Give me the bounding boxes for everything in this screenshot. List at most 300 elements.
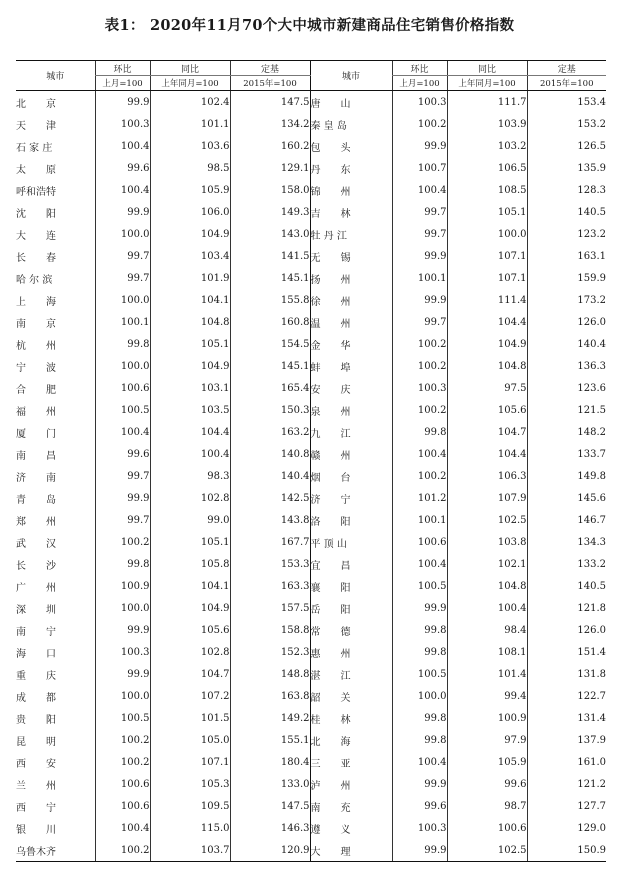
mom-cell-right: 99.8	[392, 729, 447, 751]
fixed-cell-left: 155.1	[230, 729, 310, 751]
city-cell-left: 北 京	[16, 98, 56, 110]
city-cell-left: 合 肥	[16, 384, 56, 396]
header-fixed-left: 定基	[230, 61, 310, 76]
city-cell-left: 乌鲁木齐	[16, 839, 95, 862]
city-cell-right: 丹 东	[310, 157, 392, 179]
city-cell-right: 湛 江	[310, 663, 392, 685]
fixed-cell-left: 133.0	[230, 773, 310, 795]
mom-cell-left: 100.6	[95, 377, 150, 399]
fixed-cell-right: 148.2	[527, 421, 606, 443]
table-row	[16, 399, 606, 421]
city-cell-right: 徐 州	[310, 289, 392, 311]
table-row	[16, 311, 606, 333]
yoy-cell-left: 107.1	[150, 751, 230, 773]
city-cell-right: 吉 林	[310, 201, 392, 223]
yoy-cell-right: 108.5	[447, 179, 527, 201]
header-fixed-sub-right: 2015年=100	[527, 76, 606, 91]
city-cell-right: 韶 关	[310, 685, 392, 707]
yoy-cell-right: 103.9	[447, 113, 527, 135]
table-row	[16, 377, 606, 399]
mom-cell-left: 100.2	[95, 751, 150, 773]
mom-cell-right: 100.3	[392, 91, 447, 114]
yoy-cell-left: 103.5	[150, 399, 230, 421]
mom-cell-left: 99.9	[95, 663, 150, 685]
fixed-cell-left: 129.1	[230, 157, 310, 179]
yoy-cell-left: 104.9	[150, 597, 230, 619]
fixed-cell-left: 163.3	[230, 575, 310, 597]
yoy-cell-right: 106.5	[447, 157, 527, 179]
mom-cell-right: 100.2	[392, 333, 447, 355]
fixed-cell-left: 160.2	[230, 135, 310, 157]
mom-cell-right: 99.7	[392, 201, 447, 223]
fixed-cell-left: 155.8	[230, 289, 310, 311]
mom-cell-left: 99.6	[95, 443, 150, 465]
yoy-cell-right: 98.7	[447, 795, 527, 817]
mom-cell-left: 100.3	[95, 641, 150, 663]
city-cell-left: 长 沙	[16, 560, 56, 572]
yoy-cell-left: 103.1	[150, 377, 230, 399]
mom-cell-right: 101.2	[392, 487, 447, 509]
fixed-cell-right: 145.6	[527, 487, 606, 509]
yoy-cell-left: 105.1	[150, 333, 230, 355]
city-cell-left: 福 州	[16, 406, 56, 418]
yoy-cell-left: 101.9	[150, 267, 230, 289]
city-cell-right: 桂 林	[310, 707, 392, 729]
city-cell-left: 宁 波	[16, 362, 56, 374]
yoy-cell-left: 105.0	[150, 729, 230, 751]
fixed-cell-left: 147.5	[230, 91, 310, 114]
city-cell-left: 深 圳	[16, 604, 56, 616]
fixed-cell-right: 140.4	[527, 333, 606, 355]
yoy-cell-left: 105.6	[150, 619, 230, 641]
mom-cell-left: 100.4	[95, 135, 150, 157]
fixed-cell-left: 145.1	[230, 267, 310, 289]
city-cell-left: 银 川	[16, 824, 56, 836]
city-cell-left: 济 南	[16, 472, 56, 484]
fixed-cell-right: 146.7	[527, 509, 606, 531]
mom-cell-right: 99.8	[392, 707, 447, 729]
city-cell-right: 金 华	[310, 333, 392, 355]
table-row	[16, 421, 606, 443]
yoy-cell-right: 105.9	[447, 751, 527, 773]
city-cell-right: 遵 义	[310, 817, 392, 839]
table-row	[16, 773, 606, 795]
city-cell-left: 成 都	[16, 692, 56, 704]
city-cell-right: 三 亚	[310, 751, 392, 773]
city-cell-left: 大 连	[16, 230, 56, 242]
table-row	[16, 641, 606, 663]
yoy-cell-left: 104.9	[150, 355, 230, 377]
table-body	[16, 91, 606, 862]
city-cell-left: 沈 阳	[16, 208, 56, 220]
mom-cell-left: 100.0	[95, 685, 150, 707]
fixed-cell-left: 141.5	[230, 245, 310, 267]
fixed-cell-right: 140.5	[527, 201, 606, 223]
mom-cell-left: 99.9	[95, 619, 150, 641]
yoy-cell-left: 104.8	[150, 311, 230, 333]
table-row	[16, 817, 606, 839]
yoy-cell-left: 105.8	[150, 553, 230, 575]
table-row	[16, 795, 606, 817]
fixed-cell-left: 150.3	[230, 399, 310, 421]
city-cell-right: 大 理	[310, 839, 392, 862]
mom-cell-left: 99.7	[95, 509, 150, 531]
fixed-cell-right: 127.7	[527, 795, 606, 817]
table-title: 表1： 2020年11月70个大中城市新建商品住宅销售价格指数	[104, 17, 515, 34]
mom-cell-left: 99.7	[95, 267, 150, 289]
table-row	[16, 839, 606, 862]
city-cell-right: 北 海	[310, 729, 392, 751]
mom-cell-right: 100.7	[392, 157, 447, 179]
fixed-cell-right: 126.5	[527, 135, 606, 157]
yoy-cell-left: 102.4	[150, 91, 230, 114]
city-cell-left: 南 昌	[16, 450, 56, 462]
fixed-cell-right: 121.5	[527, 399, 606, 421]
table-row	[16, 729, 606, 751]
city-cell-right: 南 充	[310, 795, 392, 817]
mom-cell-left: 100.5	[95, 707, 150, 729]
fixed-cell-left: 143.8	[230, 509, 310, 531]
table-row	[16, 113, 606, 135]
yoy-cell-right: 104.4	[447, 311, 527, 333]
city-cell-left: 贵 阳	[16, 714, 56, 726]
mom-cell-right: 99.9	[392, 597, 447, 619]
header-yoy-sub-left: 上年同月=100	[150, 76, 230, 91]
table-row	[16, 157, 606, 179]
yoy-cell-left: 101.1	[150, 113, 230, 135]
fixed-cell-left: 180.4	[230, 751, 310, 773]
mom-cell-right: 100.3	[392, 817, 447, 839]
fixed-cell-right: 123.6	[527, 377, 606, 399]
mom-cell-left: 100.2	[95, 531, 150, 553]
fixed-cell-left: 140.8	[230, 443, 310, 465]
mom-cell-right: 100.2	[392, 113, 447, 135]
table-row	[16, 663, 606, 685]
yoy-cell-right: 100.0	[447, 223, 527, 245]
yoy-cell-left: 102.8	[150, 641, 230, 663]
yoy-cell-left: 101.5	[150, 707, 230, 729]
city-cell-left: 重 庆	[16, 670, 56, 682]
yoy-cell-right: 100.6	[447, 817, 527, 839]
table-row	[16, 91, 606, 114]
yoy-cell-left: 102.8	[150, 487, 230, 509]
fixed-cell-left: 148.8	[230, 663, 310, 685]
yoy-cell-right: 102.5	[447, 509, 527, 531]
fixed-cell-right: 133.7	[527, 443, 606, 465]
yoy-cell-left: 106.0	[150, 201, 230, 223]
header-yoy-right: 同比	[447, 61, 527, 76]
yoy-cell-left: 105.9	[150, 179, 230, 201]
city-cell-left: 石 家 庄	[16, 142, 53, 154]
price-index-table	[16, 60, 606, 862]
fixed-cell-left: 142.5	[230, 487, 310, 509]
mom-cell-right: 99.9	[392, 839, 447, 862]
yoy-cell-left: 104.4	[150, 421, 230, 443]
fixed-cell-right: 161.0	[527, 751, 606, 773]
mom-cell-left: 99.7	[95, 465, 150, 487]
mom-cell-left: 100.2	[95, 729, 150, 751]
yoy-cell-left: 115.0	[150, 817, 230, 839]
mom-cell-left: 100.2	[95, 839, 150, 862]
table-row	[16, 751, 606, 773]
city-cell-right: 秦 皇 岛	[310, 113, 392, 135]
city-cell-left: 西 安	[16, 758, 56, 770]
table-row	[16, 179, 606, 201]
table-row	[16, 553, 606, 575]
city-cell-left: 武 汉	[16, 538, 56, 550]
mom-cell-right: 100.4	[392, 751, 447, 773]
mom-cell-left: 100.0	[95, 223, 150, 245]
fixed-cell-left: 149.2	[230, 707, 310, 729]
yoy-cell-right: 102.1	[447, 553, 527, 575]
city-cell-left: 广 州	[16, 582, 56, 594]
city-cell-right: 泉 州	[310, 399, 392, 421]
mom-cell-right: 100.0	[392, 685, 447, 707]
fixed-cell-left: 163.8	[230, 685, 310, 707]
city-cell-left: 郑 州	[16, 516, 56, 528]
mom-cell-right: 99.8	[392, 619, 447, 641]
yoy-cell-right: 104.8	[447, 575, 527, 597]
yoy-cell-left: 103.4	[150, 245, 230, 267]
mom-cell-left: 100.4	[95, 421, 150, 443]
mom-cell-right: 100.1	[392, 267, 447, 289]
city-cell-right: 牡 丹 江	[310, 223, 392, 245]
mom-cell-left: 99.6	[95, 157, 150, 179]
city-cell-left: 昆 明	[16, 736, 56, 748]
fixed-cell-right: 153.2	[527, 113, 606, 135]
mom-cell-right: 100.5	[392, 575, 447, 597]
city-cell-left: 长 春	[16, 252, 56, 264]
city-cell-right: 宜 昌	[310, 553, 392, 575]
fixed-cell-left: 140.4	[230, 465, 310, 487]
yoy-cell-right: 108.1	[447, 641, 527, 663]
mom-cell-left: 99.9	[95, 91, 150, 114]
fixed-cell-left: 149.3	[230, 201, 310, 223]
fixed-cell-left: 154.5	[230, 333, 310, 355]
mom-cell-right: 100.2	[392, 399, 447, 421]
city-cell-left: 青 岛	[16, 494, 56, 506]
header-mom-left: 环比	[95, 61, 150, 76]
city-cell-left: 兰 州	[16, 780, 56, 792]
fixed-cell-left: 163.2	[230, 421, 310, 443]
header-city-right: 城市	[310, 61, 392, 91]
city-cell-left: 呼和浩特	[16, 186, 56, 198]
yoy-cell-left: 104.9	[150, 223, 230, 245]
fixed-cell-left: 145.1	[230, 355, 310, 377]
fixed-cell-right: 129.0	[527, 817, 606, 839]
fixed-cell-right: 151.4	[527, 641, 606, 663]
mom-cell-right: 100.4	[392, 553, 447, 575]
yoy-cell-left: 104.1	[150, 575, 230, 597]
fixed-cell-right: 163.1	[527, 245, 606, 267]
mom-cell-right: 99.6	[392, 795, 447, 817]
mom-cell-left: 99.8	[95, 333, 150, 355]
fixed-cell-right: 137.9	[527, 729, 606, 751]
fixed-cell-left: 152.3	[230, 641, 310, 663]
fixed-cell-left: 146.3	[230, 817, 310, 839]
mom-cell-right: 100.3	[392, 377, 447, 399]
table-row	[16, 531, 606, 553]
table-row	[16, 223, 606, 245]
header-row-top	[16, 61, 606, 76]
fixed-cell-right: 136.3	[527, 355, 606, 377]
yoy-cell-right: 111.4	[447, 289, 527, 311]
city-cell-right: 扬 州	[310, 267, 392, 289]
table-row	[16, 685, 606, 707]
fixed-cell-right: 134.3	[527, 531, 606, 553]
table-row	[16, 619, 606, 641]
yoy-cell-right: 105.1	[447, 201, 527, 223]
city-cell-left: 天 津	[16, 120, 56, 132]
table-row	[16, 487, 606, 509]
yoy-cell-right: 99.4	[447, 685, 527, 707]
city-cell-left: 南 宁	[16, 626, 56, 638]
yoy-cell-left: 103.6	[150, 135, 230, 157]
yoy-cell-right: 103.2	[447, 135, 527, 157]
fixed-cell-left: 158.8	[230, 619, 310, 641]
yoy-cell-left: 100.4	[150, 443, 230, 465]
fixed-cell-right: 149.8	[527, 465, 606, 487]
fixed-cell-right: 126.0	[527, 311, 606, 333]
city-cell-right: 锦 州	[310, 179, 392, 201]
mom-cell-left: 99.9	[95, 487, 150, 509]
yoy-cell-left: 107.2	[150, 685, 230, 707]
yoy-cell-right: 99.6	[447, 773, 527, 795]
fixed-cell-right: 150.9	[527, 839, 606, 862]
yoy-cell-right: 104.4	[447, 443, 527, 465]
city-cell-left: 杭 州	[16, 340, 56, 352]
table-row	[16, 135, 606, 157]
fixed-cell-left: 153.3	[230, 553, 310, 575]
fixed-cell-left: 143.0	[230, 223, 310, 245]
mom-cell-right: 100.6	[392, 531, 447, 553]
mom-cell-right: 99.7	[392, 311, 447, 333]
mom-cell-left: 100.6	[95, 773, 150, 795]
header-yoy-left: 同比	[150, 61, 230, 76]
fixed-cell-right: 131.8	[527, 663, 606, 685]
yoy-cell-left: 109.5	[150, 795, 230, 817]
yoy-cell-right: 107.9	[447, 487, 527, 509]
yoy-cell-right: 97.5	[447, 377, 527, 399]
mom-cell-left: 100.0	[95, 355, 150, 377]
city-cell-right: 平 顶 山	[310, 531, 392, 553]
city-cell-left: 海 口	[16, 648, 56, 660]
table-row	[16, 333, 606, 355]
fixed-cell-right: 123.2	[527, 223, 606, 245]
yoy-cell-left: 104.1	[150, 289, 230, 311]
city-cell-right: 岳 阳	[310, 597, 392, 619]
city-cell-left: 上 海	[16, 296, 56, 308]
yoy-cell-right: 100.4	[447, 597, 527, 619]
header-mom-sub-left: 上月=100	[95, 76, 150, 91]
header-city-left: 城市	[16, 61, 95, 91]
fixed-cell-right: 126.0	[527, 619, 606, 641]
yoy-cell-left: 105.3	[150, 773, 230, 795]
fixed-cell-right: 128.3	[527, 179, 606, 201]
city-cell-right: 襄 阳	[310, 575, 392, 597]
yoy-cell-left: 103.7	[150, 839, 230, 862]
yoy-cell-right: 104.9	[447, 333, 527, 355]
yoy-cell-right: 101.4	[447, 663, 527, 685]
mom-cell-right: 100.2	[392, 465, 447, 487]
mom-cell-left: 99.8	[95, 553, 150, 575]
mom-cell-right: 100.2	[392, 355, 447, 377]
city-cell-right: 安 庆	[310, 377, 392, 399]
mom-cell-left: 100.9	[95, 575, 150, 597]
table-row	[16, 443, 606, 465]
city-cell-left: 太 原	[16, 164, 56, 176]
yoy-cell-left: 105.1	[150, 531, 230, 553]
city-cell-right: 温 州	[310, 311, 392, 333]
header-fixed-sub-left: 2015年=100	[230, 76, 310, 91]
mom-cell-right: 100.4	[392, 179, 447, 201]
mom-cell-right: 100.1	[392, 509, 447, 531]
mom-cell-left: 100.4	[95, 817, 150, 839]
fixed-cell-right: 131.4	[527, 707, 606, 729]
yoy-cell-right: 97.9	[447, 729, 527, 751]
mom-cell-left: 100.1	[95, 311, 150, 333]
mom-cell-right: 100.4	[392, 443, 447, 465]
fixed-cell-left: 147.5	[230, 795, 310, 817]
table-row	[16, 707, 606, 729]
fixed-cell-left: 167.7	[230, 531, 310, 553]
city-cell-left: 厦 门	[16, 428, 56, 440]
yoy-cell-right: 102.5	[447, 839, 527, 862]
city-cell-right: 洛 阳	[310, 509, 392, 531]
yoy-cell-right: 104.8	[447, 355, 527, 377]
fixed-cell-right: 159.9	[527, 267, 606, 289]
yoy-cell-right: 100.9	[447, 707, 527, 729]
fixed-cell-right: 121.2	[527, 773, 606, 795]
mom-cell-left: 100.0	[95, 289, 150, 311]
header-mom-right: 环比	[392, 61, 447, 76]
yoy-cell-right: 107.1	[447, 267, 527, 289]
city-cell-right: 无 锡	[310, 245, 392, 267]
mom-cell-right: 99.9	[392, 135, 447, 157]
fixed-cell-right: 133.2	[527, 553, 606, 575]
table-row	[16, 289, 606, 311]
yoy-cell-left: 99.0	[150, 509, 230, 531]
mom-cell-right: 99.7	[392, 223, 447, 245]
mom-cell-left: 100.6	[95, 795, 150, 817]
city-cell-right: 包 头	[310, 135, 392, 157]
city-cell-right: 济 宁	[310, 487, 392, 509]
city-cell-right: 九 江	[310, 421, 392, 443]
city-cell-right: 蚌 埠	[310, 355, 392, 377]
table-row	[16, 201, 606, 223]
yoy-cell-left: 98.5	[150, 157, 230, 179]
city-cell-left: 西 宁	[16, 802, 56, 814]
table-row	[16, 355, 606, 377]
table-row	[16, 465, 606, 487]
table-row	[16, 267, 606, 289]
fixed-cell-right: 135.9	[527, 157, 606, 179]
fixed-cell-right: 153.4	[527, 91, 606, 114]
mom-cell-right: 99.9	[392, 289, 447, 311]
yoy-cell-right: 105.6	[447, 399, 527, 421]
yoy-cell-left: 104.7	[150, 663, 230, 685]
yoy-cell-right: 107.1	[447, 245, 527, 267]
table-row	[16, 575, 606, 597]
header-yoy-sub-right: 上年同月=100	[447, 76, 527, 91]
fixed-cell-left: 157.5	[230, 597, 310, 619]
mom-cell-right: 99.9	[392, 245, 447, 267]
fixed-cell-left: 158.0	[230, 179, 310, 201]
mom-cell-left: 100.0	[95, 597, 150, 619]
yoy-cell-right: 103.8	[447, 531, 527, 553]
yoy-cell-left: 98.3	[150, 465, 230, 487]
header-fixed-right: 定基	[527, 61, 606, 76]
